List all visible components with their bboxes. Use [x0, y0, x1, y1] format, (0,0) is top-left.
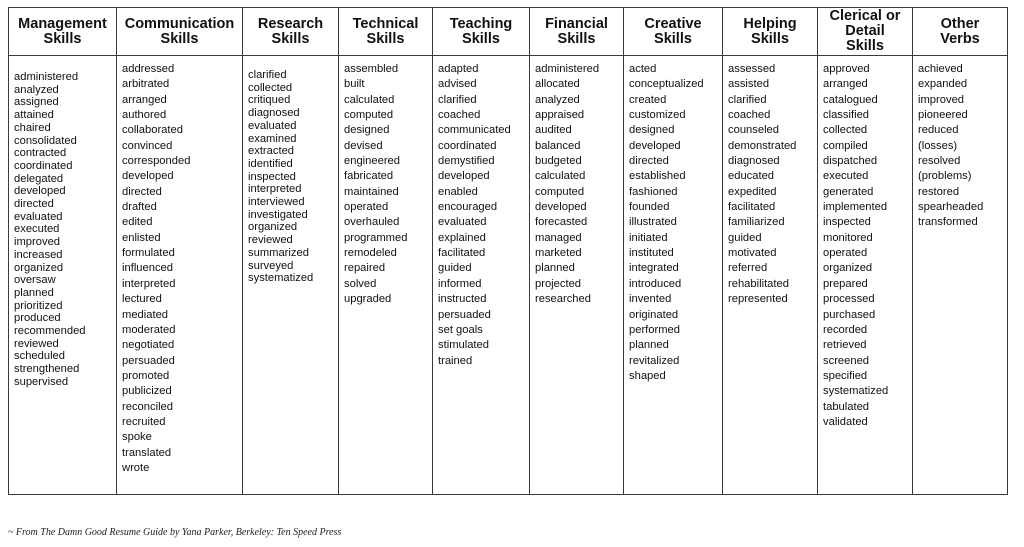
verb-item: tabulated — [823, 400, 870, 413]
verb-item: clarified — [728, 93, 767, 106]
creative-verb-list — [624, 56, 722, 384]
verb-item: classified — [823, 109, 870, 122]
verb-item: scheduled — [14, 350, 66, 363]
verb-item: strengthened — [14, 363, 80, 376]
header-technical-skills: Technical Skills — [339, 8, 433, 56]
verb-item: examined — [248, 132, 297, 145]
verb-item: evaluated — [248, 119, 297, 132]
verb-item: allocated — [535, 78, 580, 91]
management-verb-list — [9, 56, 116, 389]
verb-item: lectured — [122, 293, 162, 306]
communication-verbs-cell — [117, 56, 243, 495]
verb-item: guided — [438, 262, 472, 275]
verb-item: evaluated — [438, 216, 487, 229]
verb-item: directed — [14, 198, 54, 211]
verb-item: extracted — [248, 145, 295, 158]
verb-item: enabled — [438, 185, 478, 198]
verb-item: coordinated — [14, 159, 73, 172]
verb-item: initiated — [629, 231, 668, 244]
verb-item: integrated — [629, 262, 679, 275]
verb-item: surveyed — [248, 259, 294, 272]
verb-item: planned — [535, 262, 575, 275]
header-research-skills: Research Skills — [243, 8, 339, 56]
verb-item: solved — [344, 277, 377, 290]
verb-item: repaired — [344, 262, 386, 275]
verb-item: investigated — [248, 208, 308, 221]
verb-item: screened — [823, 354, 870, 367]
verb-item: calculated — [535, 170, 586, 183]
verb-item: illustrated — [629, 216, 677, 229]
verb-item: operated — [344, 201, 389, 214]
verb-item: reviewed — [14, 337, 59, 350]
other-verbs-cell — [913, 56, 1008, 495]
verb-item: clarified — [248, 69, 287, 81]
verb-item: evaluated — [14, 210, 63, 223]
verb-item: remodeled — [344, 247, 397, 260]
verb-item: produced — [14, 312, 61, 325]
verb-item: approved — [823, 63, 870, 75]
verb-item: contracted — [14, 147, 67, 160]
financial-verb-list — [530, 56, 623, 308]
verb-item: negotiated — [122, 339, 175, 352]
verb-item: reduced — [918, 124, 959, 137]
verb-item: corresponded — [122, 155, 191, 168]
verb-item: purchased — [823, 308, 876, 321]
verb-item: collaborated — [122, 124, 183, 137]
verb-item: familiarized — [728, 216, 785, 229]
helping-verbs-cell — [723, 56, 818, 495]
verb-item: clarified — [438, 93, 477, 106]
verb-item: generated — [823, 185, 874, 198]
verb-item: restored — [918, 185, 960, 198]
verb-item: moderated — [122, 323, 176, 336]
verb-item: processed — [823, 293, 875, 306]
verb-item: maintained — [344, 185, 399, 198]
verb-item: (problems) — [918, 170, 972, 183]
verb-item: managed — [535, 231, 582, 244]
verb-item: edited — [122, 216, 153, 229]
verb-item: arbitrated — [122, 78, 170, 91]
verb-item: revitalized — [629, 354, 680, 367]
verb-item: analyzed — [535, 93, 580, 106]
header-communication-skills: Communication Skills — [117, 8, 243, 56]
verb-item: spearheaded — [918, 201, 984, 214]
verb-item: publicized — [122, 385, 172, 398]
verb-item: engineered — [344, 155, 400, 168]
verb-item: wrote — [122, 461, 150, 474]
verb-item: motivated — [728, 247, 777, 260]
verb-item: retrieved — [823, 339, 867, 352]
verb-item: identified — [248, 157, 293, 170]
verb-item: resolved — [918, 155, 961, 168]
header-helping-skills: Helping Skills — [723, 8, 818, 56]
verb-item: advised — [438, 78, 477, 91]
verb-item: spoke — [122, 431, 152, 444]
verb-item: stimulated — [438, 339, 489, 352]
verb-item: analyzed — [14, 83, 59, 96]
verb-item: collected — [248, 81, 293, 94]
verb-item: arranged — [823, 78, 868, 91]
verb-item: inspected — [248, 170, 296, 183]
verb-item: customized — [629, 109, 686, 122]
verb-item: persuaded — [438, 308, 491, 321]
verb-item: marketed — [535, 247, 582, 260]
verb-item: encouraged — [438, 201, 498, 214]
header-creative-skills: Creative Skills — [624, 8, 723, 56]
verb-item: administered — [14, 71, 79, 83]
verb-item: built — [344, 78, 365, 91]
verb-item: acted — [629, 63, 657, 75]
verb-item: assembled — [344, 63, 399, 75]
verb-item: communicated — [438, 124, 511, 137]
verb-item: instructed — [438, 293, 487, 306]
verb-item: appraised — [535, 109, 585, 122]
verb-item: arranged — [122, 93, 167, 106]
verb-item: balanced — [535, 139, 581, 152]
skills-verb-table — [8, 7, 1008, 495]
verb-item: referred — [728, 262, 768, 275]
verbs-row — [9, 56, 1008, 495]
verb-item: mediated — [122, 308, 169, 321]
verb-item: assessed — [728, 63, 776, 75]
verb-item: prioritized — [14, 299, 63, 312]
verb-item: executed — [823, 170, 869, 183]
verb-item: oversaw — [14, 274, 56, 287]
teaching-verb-list — [433, 56, 529, 369]
verb-item: designed — [629, 124, 675, 137]
verb-item: catalogued — [823, 93, 878, 106]
verb-item: interviewed — [248, 196, 305, 209]
verb-item: influenced — [122, 262, 174, 275]
verb-item: introduced — [629, 277, 682, 290]
verb-item: guided — [728, 231, 762, 244]
verb-item: conceptualized — [629, 78, 704, 91]
research-verbs-cell — [243, 56, 339, 495]
clerical-verb-list — [818, 56, 912, 430]
verb-item: shaped — [629, 369, 666, 382]
verb-item: programmed — [344, 231, 408, 244]
header-row — [9, 8, 1008, 56]
verb-item: reconciled — [122, 400, 173, 413]
verb-item: counseled — [728, 124, 780, 137]
verb-item: organized — [14, 261, 64, 274]
verb-item: overhauled — [344, 216, 400, 229]
creative-verbs-cell — [624, 56, 723, 495]
verb-item: specified — [823, 369, 868, 382]
verb-item: assigned — [14, 96, 59, 109]
verb-item: persuaded — [122, 354, 175, 367]
verb-item: calculated — [344, 93, 395, 106]
verb-item: critiqued — [248, 94, 291, 107]
verb-item: achieved — [918, 63, 963, 75]
verb-item: chaired — [14, 121, 51, 134]
verb-item: recruited — [122, 415, 166, 428]
verb-item: interpreted — [122, 277, 176, 290]
verb-item: convinced — [122, 139, 173, 152]
verb-item: validated — [823, 415, 868, 428]
management-verbs-cell — [9, 56, 117, 495]
verb-item: developed — [14, 185, 66, 198]
verb-item: directed — [629, 155, 669, 168]
verb-item: demonstrated — [728, 139, 797, 152]
verb-item: implemented — [823, 201, 888, 214]
verb-item: computed — [535, 185, 585, 198]
verb-item: invented — [629, 293, 672, 306]
verb-item: systematized — [248, 272, 314, 285]
verb-item: developed — [438, 170, 490, 183]
research-verb-list — [243, 56, 338, 285]
verb-item: expanded — [918, 78, 968, 91]
verb-item: planned — [14, 286, 54, 299]
verb-item: coached — [728, 109, 771, 122]
communication-verb-list — [117, 56, 242, 476]
verb-item: interpreted — [248, 183, 302, 196]
verb-item: fashioned — [629, 185, 678, 198]
verb-item: informed — [438, 277, 482, 290]
verb-item: devised — [344, 139, 383, 152]
verb-item: executed — [14, 223, 60, 236]
technical-verbs-cell — [339, 56, 433, 495]
verb-item: planned — [629, 339, 669, 352]
verb-item: upgraded — [344, 293, 392, 306]
verb-item: authored — [122, 109, 167, 122]
financial-verbs-cell — [530, 56, 624, 495]
verb-item: educated — [728, 170, 775, 183]
header-teaching-skills: Teaching Skills — [433, 8, 530, 56]
verb-item: diagnosed — [248, 107, 300, 120]
verb-item: promoted — [122, 369, 170, 382]
verb-item: computed — [344, 109, 394, 122]
verb-item: dispatched — [823, 155, 878, 168]
verb-item: budgeted — [535, 155, 582, 168]
verb-item: drafted — [122, 201, 157, 214]
verb-item: explained — [438, 231, 486, 244]
verb-item: audited — [535, 124, 572, 137]
verb-item: attained — [14, 109, 54, 122]
verb-item: founded — [629, 201, 670, 214]
verb-item: formulated — [122, 247, 175, 260]
verb-item: developed — [535, 201, 587, 214]
verb-item: (losses) — [918, 139, 958, 152]
verb-item: coached — [438, 109, 481, 122]
teaching-verbs-cell — [433, 56, 530, 495]
verb-item: administered — [535, 63, 600, 75]
verb-item: facilitated — [728, 201, 776, 214]
other-verb-list — [913, 56, 1007, 231]
verb-item: designed — [344, 124, 390, 137]
verb-item: reviewed — [248, 234, 293, 247]
verb-item: created — [629, 93, 667, 106]
verb-item: researched — [535, 293, 591, 306]
verb-item: directed — [122, 185, 162, 198]
verb-item: fabricated — [344, 170, 394, 183]
verb-item: diagnosed — [728, 155, 780, 168]
verb-item: supervised — [14, 375, 69, 388]
verb-item: inspected — [823, 216, 871, 229]
verb-item: translated — [122, 446, 172, 459]
verb-item: recorded — [823, 323, 868, 336]
verb-item: compiled — [823, 139, 868, 152]
verb-item: increased — [14, 248, 63, 261]
verb-item: coordinated — [438, 139, 497, 152]
technical-verb-list — [339, 56, 432, 308]
verb-item: enlisted — [122, 231, 161, 244]
header-clerical-skills: Clerical or Detail Skills — [818, 8, 913, 56]
verb-item: set goals — [438, 323, 483, 336]
verb-item: developed — [122, 170, 174, 183]
verb-item: delegated — [14, 172, 64, 185]
verb-item: expedited — [728, 185, 777, 198]
verb-item: assisted — [728, 78, 770, 91]
verb-item: collected — [823, 124, 868, 137]
verb-item: operated — [823, 247, 868, 260]
verb-item: improved — [14, 236, 61, 249]
clerical-verbs-cell — [818, 56, 913, 495]
verb-item: demystified — [438, 155, 495, 168]
source-citation: ~ From The Damn Good Resume Guide by Yana Parker, Berkeley: Ten Speed Press — [8, 527, 342, 538]
verb-item: rehabilitated — [728, 277, 789, 290]
verb-item: pioneered — [918, 109, 968, 122]
verb-item: established — [629, 170, 686, 183]
verb-item: transformed — [918, 216, 978, 229]
header-other-verbs: Other Verbs — [913, 8, 1008, 56]
verb-item: facilitated — [438, 247, 486, 260]
helping-verb-list — [723, 56, 817, 308]
verb-item: improved — [918, 93, 965, 106]
header-financial-skills: Financial Skills — [530, 8, 624, 56]
verb-item: instituted — [629, 247, 674, 260]
verb-item: trained — [438, 354, 473, 367]
verb-item: consolidated — [14, 134, 77, 147]
verb-item: projected — [535, 277, 582, 290]
verb-item: monitored — [823, 231, 873, 244]
verb-item: addressed — [122, 63, 175, 75]
verb-item: developed — [629, 139, 681, 152]
verb-item: adapted — [438, 63, 479, 75]
verb-item: prepared — [823, 277, 868, 290]
verb-item: represented — [728, 293, 788, 306]
verb-item: recommended — [14, 325, 86, 338]
verb-item: summarized — [248, 246, 309, 259]
verb-item: organized — [823, 262, 873, 275]
verb-item: organized — [248, 221, 298, 234]
verb-item: forecasted — [535, 216, 588, 229]
verb-item: systematized — [823, 385, 889, 398]
header-management-skills: Management Skills — [9, 8, 117, 56]
verb-item: performed — [629, 323, 680, 336]
verb-item: originated — [629, 308, 679, 321]
